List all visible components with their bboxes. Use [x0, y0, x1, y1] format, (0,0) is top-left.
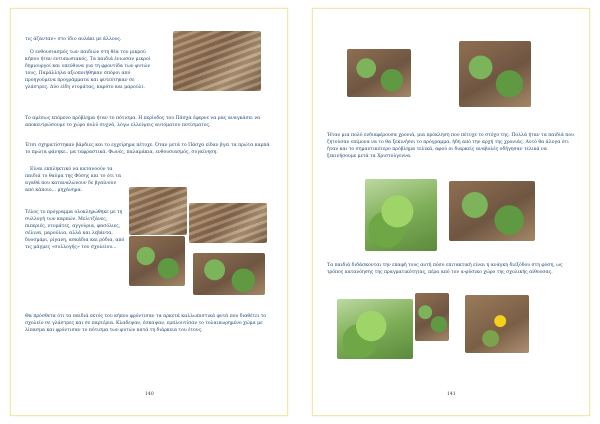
photo-garden-beds — [449, 181, 535, 241]
right-para-2: Τα παιδιά διδάσκονται την επαφή τους αυτή πόσο επιτακτική είναι η ανάγκη διεξόδου στη φύση, ως τρόπος κατανόησης της πραγματικότητας, πέρα από τον α-φύσικο χώρο της σχολικής αίθουσας. — [327, 263, 563, 275]
photo-lettuce-pot — [365, 179, 437, 251]
left-para-1: τις άζανταν» στο ίδιο αυλάκι με άλλους. — [25, 37, 122, 42]
photo-soil-plot — [129, 187, 187, 235]
left-para-4: Έτσι σχηματίστηκαν βάρδιες και το εγχείρημα πέτυχε. Όταν μετά το Πάσχα είδαν βγει τα πρώτα καρπά το πρώτα φάνηκε.. μα ταφραστικά. Φωνές, παλαμάκια, ενθουσιασμός, συγκίνηση. — [25, 143, 270, 155]
photo-plants-bed — [193, 253, 265, 295]
right-page — [312, 8, 590, 416]
photo-garden-rows — [173, 31, 261, 91]
photo-small-plant — [415, 293, 449, 341]
photo-young-plants — [347, 49, 411, 97]
left-page — [10, 8, 288, 416]
photo-seedlings — [129, 236, 185, 286]
left-para-5: Είναι εκπληκτικό να κατανοούν τα παιδιά το θαύμα της Φύσης και το ότι τα αγαθά που καταναλώνουν δε βγαίνουν από κάποιο... μηχάνημα. — [25, 167, 122, 193]
photo-furrows — [189, 203, 267, 243]
photo-green-plant — [459, 41, 531, 107]
photo-yellow-flower — [465, 295, 529, 353]
left-para-6: Τέλος το πρόγραμμα ολοκληρώθηκε με τη συλλογή των καρπών. Μελιτζάνες, πιπεριές, ντομάτες, αγγούρια, φασόλιες, σέλινα, μαρούλια, αλλά και λεβάντα, δυοσμάρι, ρίγανη, ασκάδια και ρόδια, από τις μάγμες «συλλογής» του σχολείου... — [25, 210, 125, 250]
left-para-3: Το αμέσως επόμενο πρόβλημα ήταν το πότισμα. Η περίοδος του Πάσχα έφερνε να μας αναγκάσει να αποκεντρώσουμε το χώρο πολύ συχνά, λόγω ελλείψεις αυτόματου ποτίσματος. — [25, 116, 261, 128]
left-para-2: Ο ενθουσιασμός των παιδιών στη θέα του μικρού κήπου ήταν εντυπωσιακός. Τα παιδιά ένιωσαν μικροί δημιουργοί και υπεύθυνα για τη φροντίδα των φυτών τους. Παράλληλα αξιοποιήθηκαν σπόροι από προηγούμενα προγράμματα και φυτεύτηκαν σε γλάστρες. Δύο είδη ντομάτας, καρότο και μαρούλι. — [25, 50, 151, 90]
left-page-number: 140 — [145, 392, 154, 397]
left-para-7: Θα πρόσθετα ότι τα παιδιά εκτός του κήπου φρόντισαν τα αρκετά καλλωπιστικά φυτά που διαθέτει το σχολείο σε γλάστρες και σε παρτέρια. Κλαδεψαν, έσκαψαν, εμπλουτίσαν το τολαιπωρημένο χώμα με λίπασμα και φρόντισαν το πότισμα των φυτών κατά τη διάρκεια του έτους. — [25, 314, 267, 333]
right-para-1: Ήταν μια πολύ ενδιαφέρουσα χρονιά, μια πρόκληση που πέτυχε το στόχο της. Πολλά ήταν τα παιδιά που ζητούσαν επίμονα να το θα ξεκινήσει το πρόγραμμα, ήδη από την αρχή της χρονιάς. Αυτό θα άλογα ότι ήταν και το σημαντικότερο πρόβλημα τελικά, αφού οι διαρκείς αναβολές οδήγησαν τελικά να ξεκινήσουμε μετά τα Χριστούγεννα. — [327, 133, 574, 159]
right-page-number: 141 — [447, 392, 456, 397]
photo-harvest-greens — [337, 299, 413, 359]
